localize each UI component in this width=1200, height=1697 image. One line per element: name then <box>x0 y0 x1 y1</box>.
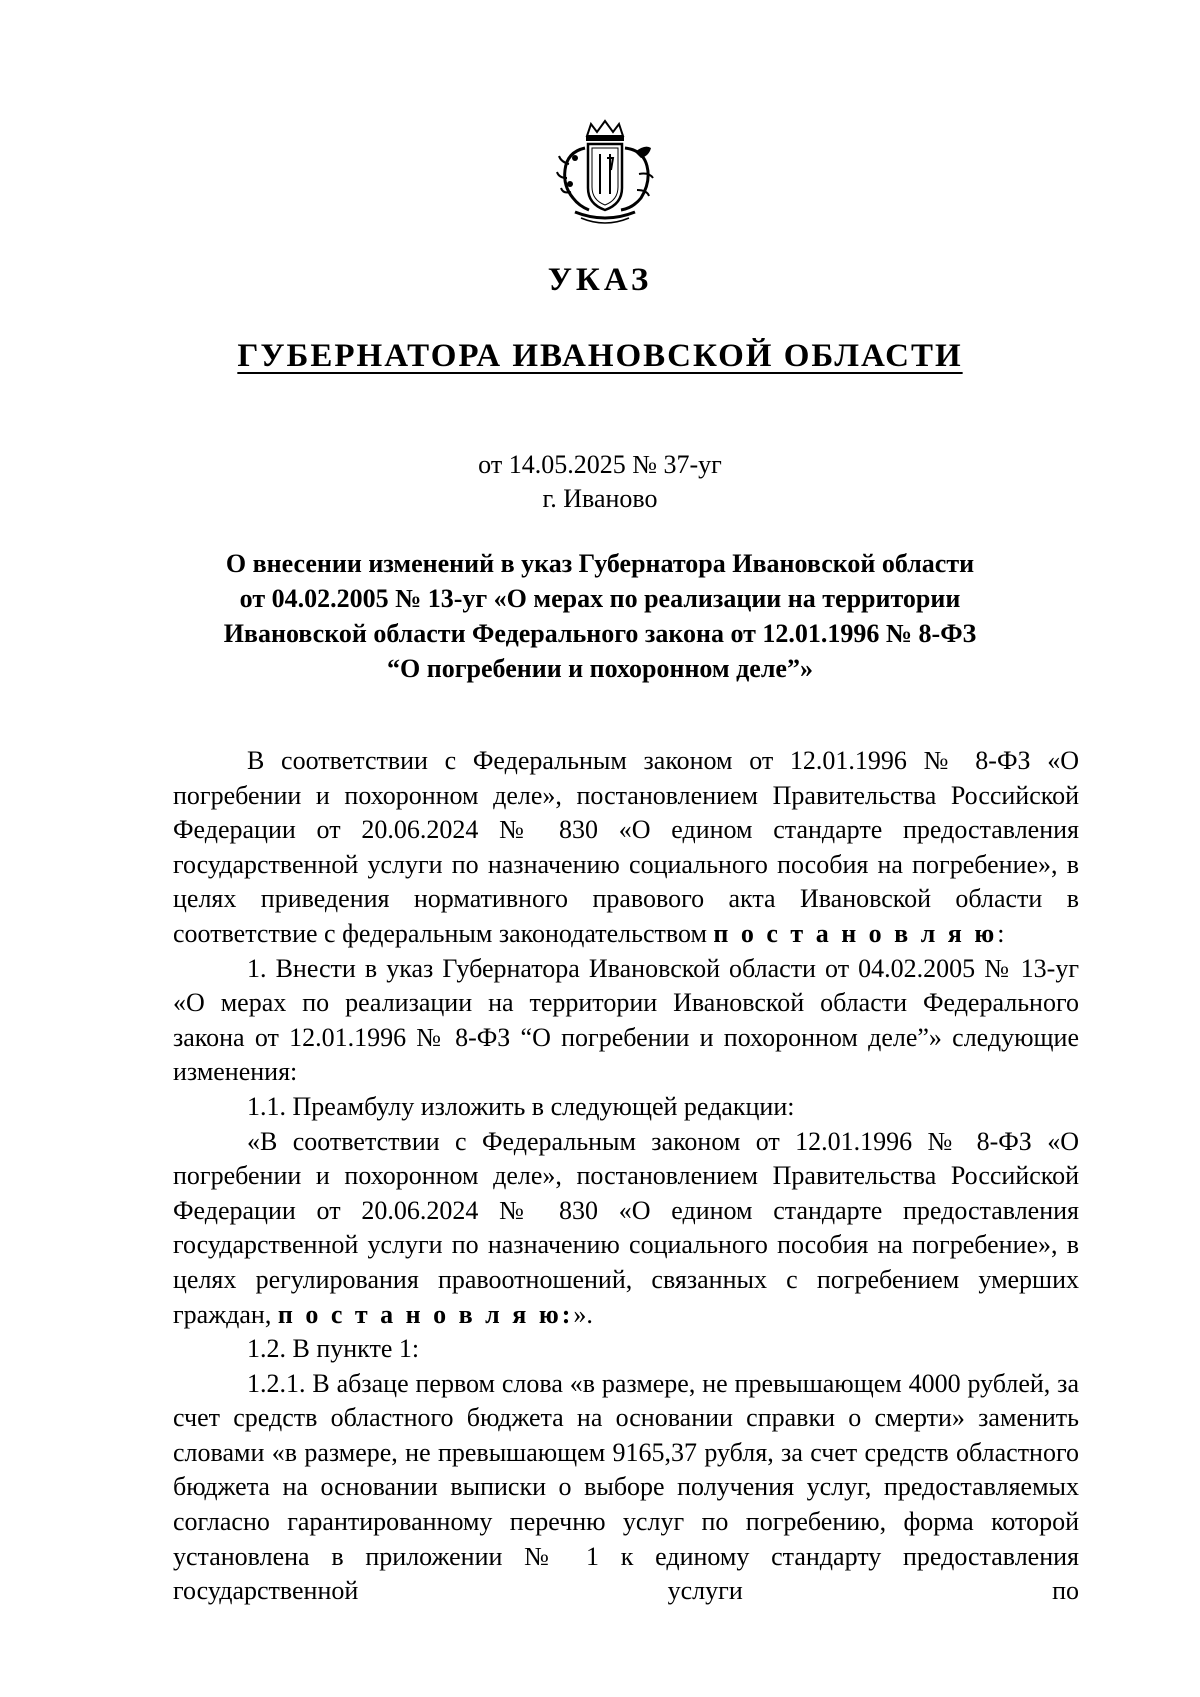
document-meta <box>0 448 1200 516</box>
body-paragraph-preamble: В соответствии с Федеральным законом от 12.01.1996 № 8-ФЗ «О погребении и похоронном деле», постановлением Правительства Российской Федерации от 20.06.2024 № 830 «О едином стандарте предоставления государственной услуги по назначению социального пособия на погребение», в целях приведения нормативного правового акта Ивановской области в соответствие с федеральным законодательством п о с т а н о в л я ю: <box>173 746 1079 948</box>
ivanovo-coat-of-arms-icon <box>555 118 655 226</box>
body-paragraph-quoted-preamble: «В соответствии с Федеральным законом от 12.01.1996 № 8-ФЗ «О погребении и похоронном деле», постановлением Правительства Российской Федерации от 20.06.2024 № 830 «О едином стандарте предоставления государственной услуги по назначению социального пособия на погребение», в целях регулирования правоотношений, связанных с погребением умерших граждан, п о с т а н о в л я ю:». <box>173 1126 1079 1329</box>
subject-line: “О погребении и похоронном деле”» <box>387 654 813 683</box>
body-paragraph-item-1-2-1: 1.2.1. В абзаце первом слова «в размере, не превышающем 4000 рублей, за счет средств областного бюджета на основании справки о смерти» заменить словами «в размере, не превышающем 9165,37 рубля, за счет средств областного бюджета на основании выписки о выборе получения услуг, предоставляемых согласно гарантированному перечню услуг по погребению, форма которой установлена в приложении № 1 к единому стандарту предоставления государственной услуги по <box>173 1368 1079 1606</box>
document-body <box>173 744 1079 1609</box>
issuing-authority-title: ГУБЕРНАТОРА ИВАНОВСКОЙ ОБЛАСТИ <box>237 338 963 374</box>
body-paragraph-item-1-1: 1.1. Преамбулу изложить в следующей редакции: <box>247 1091 795 1121</box>
document-subject <box>180 546 1020 686</box>
body-paragraph-item-1-2: 1.2. В пункте 1: <box>247 1334 420 1364</box>
subject-line: от 04.02.2005 № 13-уг «О мерах по реализации на территории <box>239 584 961 613</box>
city-name: г. Иваново <box>542 484 658 513</box>
document-type-title: УКАЗ <box>547 262 653 298</box>
decree-word: п о с т а н о в л я ю <box>713 918 998 948</box>
body-paragraph-item-1: 1. Внести в указ Губернатора Ивановской области от 04.02.2005 № 13-уг «О мерах по реализации на территории Ивановской области Федерального закона от 12.01.1996 № 8-ФЗ “О погребении и похоронном деле”» следующие изменения: <box>173 953 1079 1087</box>
subject-line: Ивановской области Федерального закона от 12.01.1996 № 8-ФЗ <box>223 619 977 648</box>
decree-word: п о с т а н о в л я ю: <box>277 1299 574 1329</box>
date-and-number: от 14.05.2025 № 37-уг <box>478 450 722 479</box>
subject-line: О внесении изменений в указ Губернатора Ивановской области <box>225 549 975 578</box>
